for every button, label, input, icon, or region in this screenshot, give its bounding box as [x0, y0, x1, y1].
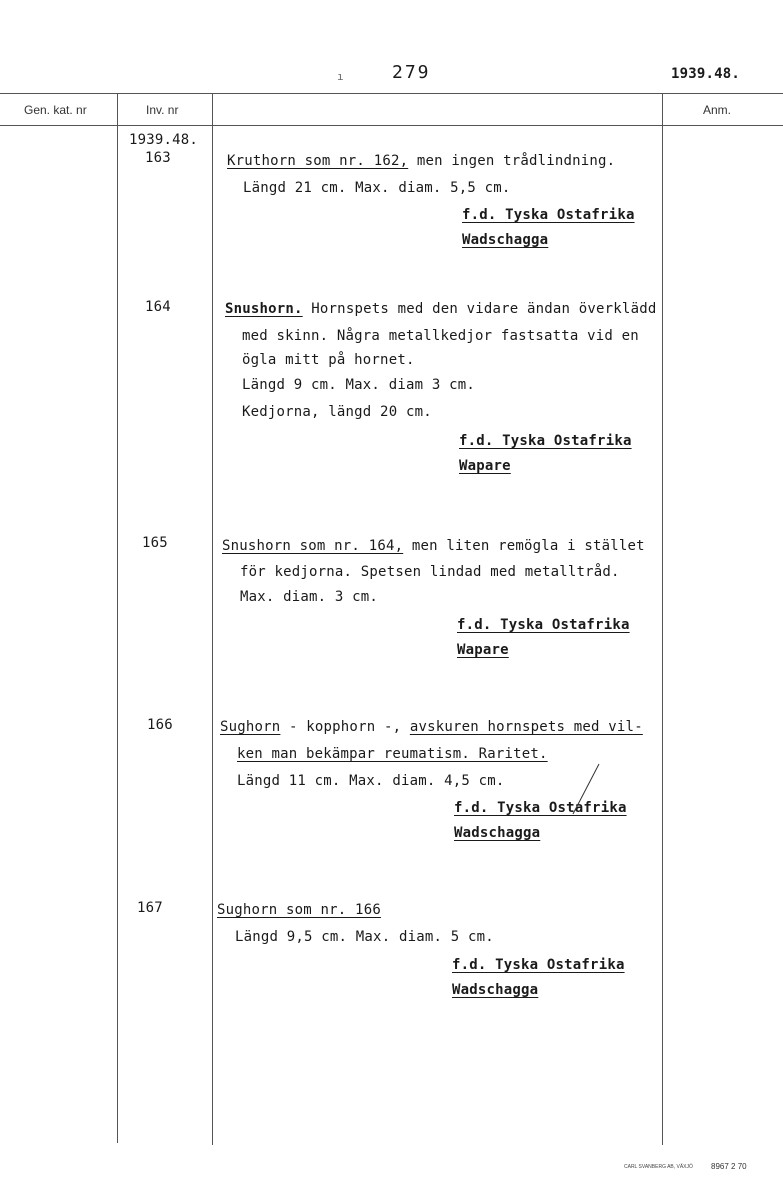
page-number: 279 — [392, 62, 431, 83]
entry-text: Hornspets med den vidare ändan överklädd — [302, 301, 657, 317]
entry-text: Kedjorna, längd 20 cm. — [242, 404, 432, 420]
entry-origin: f.d. Tyska Ostafrika — [462, 207, 635, 223]
entry-people: Wadschagga — [462, 232, 549, 248]
entry-people: Wapare — [459, 458, 511, 474]
entry-origin: f.d. Tyska Ostafrika — [459, 433, 632, 449]
entry-text-underlined: ken man bekämpar reumatism. — [237, 746, 470, 762]
catalog-ref: 1939.48. — [671, 66, 741, 82]
entry-text: Längd 9,5 cm. Max. diam. 5 cm. — [235, 929, 494, 945]
entry-people: Wadschagga — [452, 982, 539, 998]
entry-lead: Snushorn. — [225, 301, 303, 317]
inv-number: 163 — [145, 150, 171, 166]
column-divider-gen — [117, 93, 118, 1143]
printer-imprint: CARL SVANBERG AB, VÄXJÖ — [624, 1164, 693, 1170]
inv-number: 166 — [147, 717, 173, 733]
entry-text: ögla mitt på hornet. — [242, 352, 415, 368]
form-number: 8967 2 70 — [711, 1162, 747, 1171]
entry-lead: Sughorn som nr. 166 — [217, 902, 381, 918]
entry-166-line-2 — [237, 746, 548, 762]
inv-prefix: 1939.48. — [129, 132, 199, 148]
entry-lead: Sughorn — [220, 719, 281, 735]
entry-text: - kopphorn -, — [280, 719, 410, 735]
inv-number: 165 — [142, 535, 168, 551]
entry-origin: f.d. Tyska Ostafrika — [457, 617, 630, 633]
entry-166-line-1 — [220, 719, 643, 735]
entry-origin: f.d. Tyska Ostafrika — [454, 800, 627, 816]
entry-text: men liten remögla i stället — [403, 538, 645, 554]
entry-163-line-1 — [227, 153, 615, 169]
pencil-stroke — [565, 760, 605, 820]
tick-mark: ı — [337, 70, 344, 83]
inv-number: 167 — [137, 900, 163, 916]
inv-number: 164 — [145, 299, 171, 315]
column-divider-anm — [662, 93, 663, 1145]
column-header-inv: Inv. nr — [146, 103, 179, 117]
entry-text: Längd 11 cm. Max. diam. 4,5 cm. — [237, 773, 505, 789]
entry-origin: f.d. Tyska Ostafrika — [452, 957, 625, 973]
entry-lead: Kruthorn som nr. 162, — [227, 153, 409, 169]
column-header-gen-kat: Gen. kat. nr — [24, 103, 87, 117]
entry-text: Längd 21 cm. Max. diam. 5,5 cm. — [243, 180, 511, 196]
entry-text-underlined: avskuren hornspets med vil- — [409, 719, 643, 735]
entry-text: men ingen trådlindning. — [408, 153, 616, 169]
entry-lead: Snushorn som nr. 164, — [222, 538, 404, 554]
entry-text: Raritet. — [469, 746, 548, 762]
column-header-anm: Anm. — [703, 103, 732, 117]
entry-people: Wapare — [457, 642, 509, 658]
entry-text: med skinn. Några metallkedjor fastsatta vid en — [242, 328, 639, 344]
entry-text: för kedjorna. Spetsen lindad med metalltråd. — [240, 564, 620, 580]
entry-164-line-1 — [225, 301, 656, 317]
entry-people: Wadschagga — [454, 825, 541, 841]
entry-text: Max. diam. 3 cm. — [240, 589, 379, 605]
column-divider-inv — [212, 93, 213, 1145]
entry-165-line-1 — [222, 538, 645, 554]
entry-text: Längd 9 cm. Max. diam 3 cm. — [242, 377, 475, 393]
